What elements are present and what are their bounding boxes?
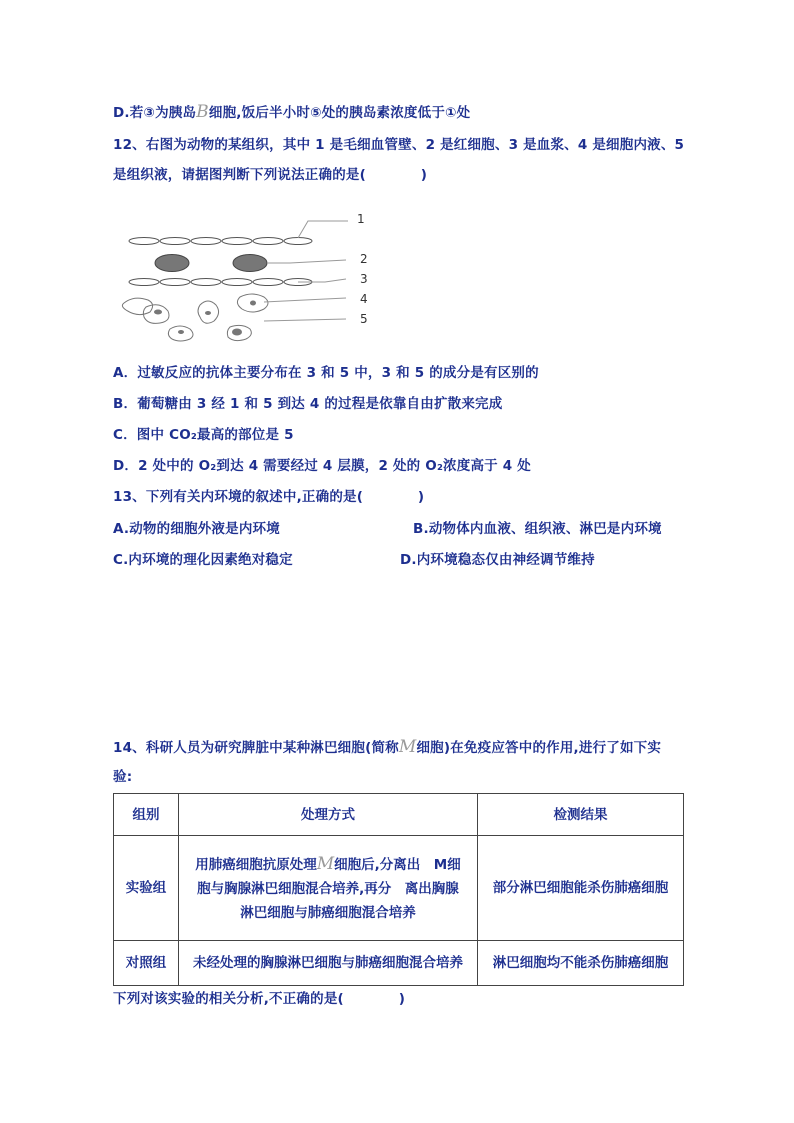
header-group: 组别 bbox=[114, 794, 179, 836]
q12-option-d: D．2 处中的 O₂到达 4 需要经过 4 层膜，2 处的 O₂浓度高于 4 处 bbox=[113, 458, 531, 474]
q13-option-c: C.内环境的理化因素绝对稳定 bbox=[113, 552, 293, 568]
capillary-cell bbox=[129, 279, 159, 286]
capillary-cell bbox=[284, 238, 312, 245]
cell-method: 未经处理的胸腺淋巴细胞与肺癌细胞混合培养 bbox=[179, 941, 478, 986]
prev-option-d: D.若③为胰岛B细胞,饭后半小时⑤处的胰岛素浓度低于①处 bbox=[113, 102, 471, 122]
figure-label-3: 3 bbox=[360, 272, 368, 286]
figure-label-1: 1 bbox=[357, 212, 365, 226]
capillary-cell bbox=[160, 238, 190, 245]
q12-option-c: C．图中 CO₂最高的部位是 5 bbox=[113, 427, 294, 443]
q14-followup: 下列对该实验的相关分析,不正确的是( ) bbox=[113, 991, 406, 1007]
figure-label-4: 4 bbox=[360, 292, 368, 306]
cell-group: 实验组 bbox=[114, 836, 179, 941]
figure-label-2: 2 bbox=[360, 252, 368, 266]
table-header-row bbox=[114, 794, 684, 836]
tissue-diagram bbox=[120, 205, 390, 345]
q14-stem-line1: 14、科研人员为研究脾脏中某种淋巴细胞(简称M细胞)在免疫应答中的作用,进行了如下实 bbox=[113, 737, 662, 757]
cell-result: 部分淋巴细胞能杀伤肺癌细胞 bbox=[478, 836, 684, 941]
table-row bbox=[114, 941, 684, 986]
figure-label-5: 5 bbox=[360, 312, 368, 326]
header-result: 检测结果 bbox=[478, 794, 684, 836]
red-blood-cell bbox=[155, 255, 189, 272]
leader-line-1 bbox=[298, 221, 348, 238]
header-method: 处理方式 bbox=[179, 794, 478, 836]
q13-option-b: B.动物体内血液、组织液、淋巴是内环境 bbox=[413, 521, 662, 537]
q14-stem-line2: 验: bbox=[113, 769, 133, 785]
q13-option-a: A.动物的细胞外液是内环境 bbox=[113, 521, 280, 537]
capillary-cell bbox=[160, 279, 190, 286]
red-blood-cell bbox=[233, 255, 267, 272]
leader-line-4 bbox=[264, 298, 346, 302]
q12-stem-line1: 12、右图为动物的某组织，其中 1 是毛细血管壁、2 是红细胞、3 是血浆、4 是细胞内液、5 bbox=[113, 137, 685, 153]
capillary-cell bbox=[253, 238, 283, 245]
experiment-table bbox=[113, 793, 684, 986]
cell-group: 对照组 bbox=[114, 941, 179, 986]
table-row bbox=[114, 836, 684, 941]
capillary-cell bbox=[129, 238, 159, 245]
capillary-cell bbox=[222, 238, 252, 245]
capillary-cell bbox=[253, 279, 283, 286]
q13-option-d: D.内环境稳态仅由神经调节维持 bbox=[400, 552, 595, 568]
leader-line-2 bbox=[267, 260, 346, 263]
cell-result: 淋巴细胞均不能杀伤肺癌细胞 bbox=[478, 941, 684, 986]
q12-option-a: A．过敏反应的抗体主要分布在 3 和 5 中，3 和 5 的成分是有区别的 bbox=[113, 365, 539, 381]
q13-stem: 13、下列有关内环境的叙述中,正确的是( ) bbox=[113, 489, 425, 505]
cell-method: 用肺癌细胞抗原处理M细胞后,分离出 M细 胞与胸腺淋巴细胞混合培养,再分 离出胸腺 淋巴细胞与肺癌细胞混合培养 bbox=[179, 836, 478, 941]
capillary-cell bbox=[222, 279, 252, 286]
q12-option-b: B．葡萄糖由 3 经 1 和 5 到达 4 的过程是依靠自由扩散来完成 bbox=[113, 396, 503, 412]
capillary-cell bbox=[191, 238, 221, 245]
q12-stem-line2: 是组织液，请据图判断下列说法正确的是( ) bbox=[113, 167, 428, 183]
capillary-cell bbox=[191, 279, 221, 286]
leader-line-5 bbox=[264, 319, 346, 321]
